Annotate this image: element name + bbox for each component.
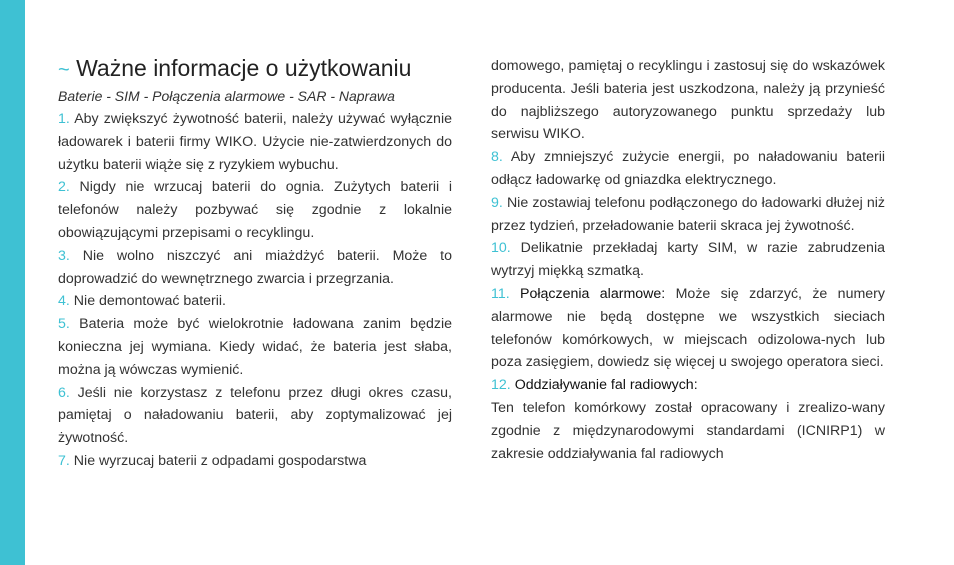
- item-text: Delikatnie przekładaj karty SIM, w razie zabrudzenia wytrzyj miękką szmatką.: [491, 240, 885, 280]
- item-text: Jeśli nie korzystasz z telefonu przez długi okres czasu, pamiętaj o naładowaniu baterii, aby zoptymalizować jej żywotność.: [58, 384, 452, 447]
- list-item-9: [491, 192, 885, 238]
- item-text: Nie zostawiaj telefonu podłączonego do ładowarki dłużej niż przez tydzień, przeładowanie baterii skraca jej żywotność.: [491, 194, 885, 234]
- item-number: 5.: [58, 316, 70, 333]
- list-item-2: [58, 176, 452, 244]
- item-number: 8.: [491, 149, 503, 166]
- list-item-6: [58, 382, 452, 450]
- item-7-continuation: domowego, pamiętaj o recyklingu i zastosuj się do wskazówek producenta. Jeśli bateria jest uszkodzona, należy ją przynieść do najbliższego autoryzowanego punktu sprzedaży lub serwisu WIKO.: [491, 58, 885, 143]
- item-text: Może się zdarzyć, że numery alarmowe nie będą dostępne we wszystkich sieciach telefonów komórkowych, w miejscach odizolowa-nych lub poza zasięgiem, dowiedz się więcej u swojego operatora sieci.: [491, 285, 885, 371]
- title-tilde: ~: [58, 59, 70, 81]
- item-text: Nie wyrzucaj baterii z odpadami gospodarstwa: [73, 452, 367, 469]
- list-item-3: [58, 245, 452, 291]
- item-number: 9.: [491, 194, 503, 211]
- item-number: 11.: [491, 285, 510, 302]
- page-title: [58, 52, 452, 86]
- item-text: Nie wolno niszczyć ani miażdżyć baterii. Może to doprowadzić do wewnętrznego zwarcia i przegrzania.: [58, 247, 452, 287]
- item-text: Bateria może być wielokrotnie ładowana zanim będzie konieczna jej wymiana. Kiedy widać, że bateria jest słaba, można ją wówczas wymienić.: [58, 316, 452, 378]
- list-item-1: [58, 108, 452, 176]
- item-number: 10.: [491, 240, 511, 257]
- list-item-11: [491, 283, 885, 374]
- list-item-12: [491, 374, 885, 397]
- item-number: 2.: [58, 179, 70, 196]
- list-item-4: [58, 290, 452, 313]
- list-item-7: [58, 450, 452, 473]
- item-number: 7.: [58, 452, 70, 469]
- list-item-10: [491, 237, 885, 283]
- item-text: Nigdy nie wrzucaj baterii do ognia. Zużytych baterii i telefonów należy pozbywać się zgodnie z lokalnie obowiązującymi przepisami o recyklingu.: [58, 179, 452, 241]
- list-item-8: [491, 146, 885, 192]
- title-text: Ważne informacje o użytkowaniu: [76, 55, 412, 81]
- item-text: Aby zwiększyć żywotność baterii, należy używać wyłącznie ładowarek i baterii firmy WIKO. Użycie nie-zatwierdzonych do użytku baterii wiąże się z ryzykiem wybuchu.: [58, 111, 452, 173]
- item-number: 12.: [491, 377, 511, 394]
- item-number: 3.: [58, 247, 70, 264]
- accent-sidebar: [0, 0, 25, 565]
- item-heading: Połączenia alarmowe:: [520, 285, 666, 302]
- item-text: Nie demontować baterii.: [73, 293, 226, 310]
- item-text: Aby zmniejszyć zużycie energii, po naładowaniu baterii odłącz ładowarkę od gniazdka elektrycznego.: [491, 149, 885, 188]
- list-item-5: [58, 313, 452, 381]
- item-number: 4.: [58, 293, 70, 310]
- right-column: [491, 55, 885, 465]
- page-subtitle: Baterie - SIM - Połączenia alarmowe - SAR - Naprawa: [58, 88, 395, 104]
- item-number: 1.: [58, 111, 70, 127]
- radio-waves-text: Ten telefon komórkowy został opracowany i zrealizo-wany zgodnie z międzynarodowymi standardami (ICNIRP1) w zakresie oddziaływania fal radiowych: [491, 399, 885, 462]
- left-column: [58, 52, 452, 473]
- item-heading: Oddziaływanie fal radiowych:: [514, 377, 698, 394]
- item-number: 6.: [58, 384, 70, 401]
